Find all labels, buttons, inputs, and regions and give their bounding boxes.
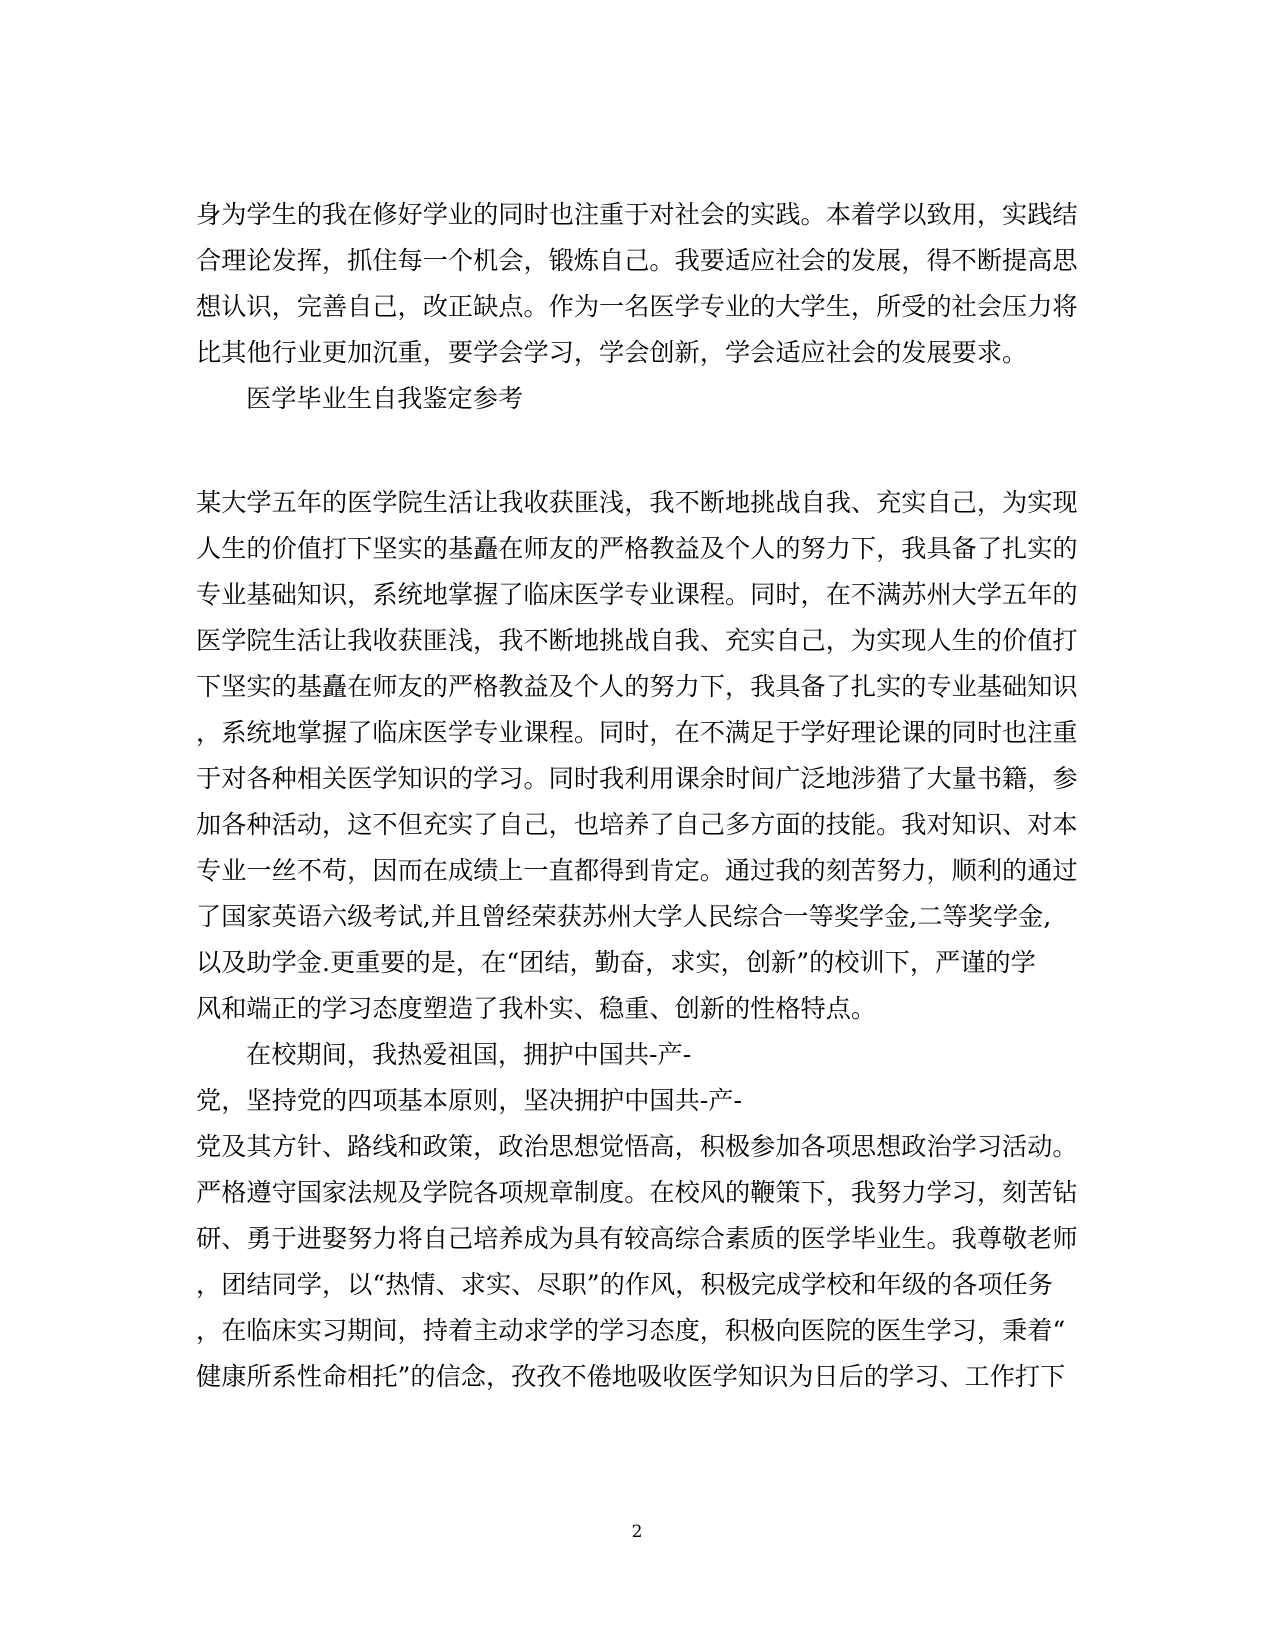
page-number: 2 <box>631 1522 643 1542</box>
text-line: 专业一丝不苟，因而在成绩上一直都得到肯定。通过我的刻苦努力，顺利的通过 <box>196 856 1078 885</box>
text-line: 专业基础知识，系统地掌握了临床医学专业课程。同时，在不满苏州大学五年的 <box>196 580 1078 609</box>
text-line: 医学院生活让我收获匪浅，我不断地挑战自我、充实自己，为实现人生的价值打 <box>196 626 1078 655</box>
text-line: 健康所系性命相托”的信念，孜孜不倦地吸收医学知识为日后的学习、工作打下 <box>196 1362 1066 1391</box>
text-line: 党及其方针、路线和政策，政治思想觉悟高，积极参加各项思想政治学习活动。 <box>196 1132 1078 1161</box>
text-line: ，系统地掌握了临床医学专业课程。同时，在不满足于学好理论课的同时也注重 <box>196 718 1078 747</box>
text-line: 想认识，完善自己，改正缺点。作为一名医学专业的大学生，所受的社会压力将 <box>196 292 1078 321</box>
text-line: 研、勇于进娶努力将自己培养成为具有较高综合素质的医学毕业生。我尊敬老师 <box>196 1224 1078 1253</box>
text-line: 某大学五年的医学院生活让我收获匪浅，我不断地挑战自我、充实自己，为实现 <box>196 488 1078 517</box>
text-line: 党，坚持党的四项基本原则，坚决拥护中国共-产- <box>196 1086 742 1115</box>
section-heading: 医学毕业生自我鉴定参考 <box>246 384 524 413</box>
text-line: 身为学生的我在修好学业的同时也注重于对社会的实践。本着学以致用，实践结 <box>196 200 1078 229</box>
text-line: 于对各种相关医学知识的学习。同时我利用课余时间广泛地涉猎了大量书籍，参 <box>196 764 1078 793</box>
text-line: 以及助学金.更重要的是，在“团结，勤奋，求实，创新”的校训下，严谨的学 <box>196 948 1036 977</box>
text-line: ，团结同学，以“热情、求实、尽职”的作风，积极完成学校和年级的各项任务 <box>196 1270 1053 1299</box>
text-line: ，在临床实习期间，持着主动求学的学习态度，积极向医院的医生学习，秉着“ <box>196 1316 1066 1345</box>
text-line: 风和端正的学习态度塑造了我朴实、稳重、创新的性格特点。 <box>196 994 877 1023</box>
text-line: 了国家英语六级考试,并且曾经荣获苏州大学人民综合一等奖学金,二等奖学金, <box>196 902 1052 931</box>
text-line: 人生的价值打下坚实的基矗在师友的严格教益及个人的努力下，我具备了扎实的 <box>196 534 1078 563</box>
text-line: 下坚实的基矗在师友的严格教益及个人的努力下，我具备了扎实的专业基础知识 <box>196 672 1078 701</box>
text-line: 合理论发挥，抓住每一个机会，锻炼自己。我要适应社会的发展，得不断提高思 <box>196 246 1078 275</box>
text-line: 在校期间，我热爱祖国，拥护中国共-产- <box>246 1040 692 1069</box>
text-line: 严格遵守国家法规及学院各项规章制度。在校风的鞭策下，我努力学习，刻苦钻 <box>196 1178 1078 1207</box>
text-line: 加各种活动，这不但充实了自己，也培养了自己多方面的技能。我对知识、对本 <box>196 810 1078 839</box>
text-line: 比其他行业更加沉重，要学会学习，学会创新，学会适应社会的发展要求。 <box>196 338 1028 367</box>
